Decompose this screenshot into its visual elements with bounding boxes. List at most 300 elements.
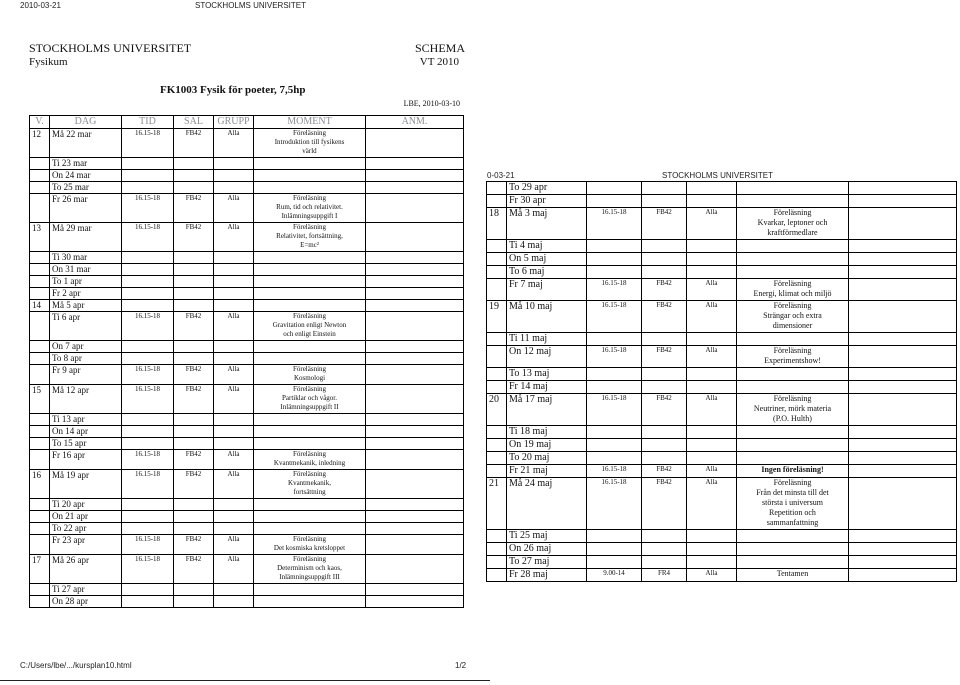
table-header-row — [30, 116, 464, 129]
day-cell: On 19 maj — [507, 439, 587, 452]
day-cell: Fr 2 apr — [50, 288, 122, 300]
group-cell — [687, 368, 737, 381]
table-row — [487, 346, 957, 368]
group-cell — [687, 182, 737, 195]
table-row — [30, 264, 464, 276]
time-cell — [587, 240, 642, 253]
week-cell: 19 — [487, 301, 507, 333]
table-row — [30, 312, 464, 341]
table-row — [487, 368, 957, 381]
topic-cell — [254, 129, 366, 158]
notes-cell — [366, 276, 464, 288]
day-cell: Må 22 mar — [50, 129, 122, 158]
time-cell — [587, 556, 642, 569]
page-bottom-rule — [0, 680, 490, 681]
topic-cell — [254, 450, 366, 470]
topic-cell — [254, 426, 366, 438]
table-row — [30, 499, 464, 511]
room-cell: FB42 — [174, 470, 214, 499]
topic-cell — [737, 368, 849, 381]
room-cell — [174, 276, 214, 288]
topic-line: Kvantmekanik, — [288, 479, 331, 487]
time-cell — [122, 276, 174, 288]
week-cell: 13 — [30, 223, 50, 252]
time-cell: 16.15-18 — [587, 346, 642, 368]
room-cell: FB42 — [642, 394, 687, 426]
group-cell — [687, 556, 737, 569]
group-cell — [214, 158, 254, 170]
topic-line: Föreläsning — [292, 223, 327, 231]
day-cell: Må 17 maj — [507, 394, 587, 426]
topic-line: Föreläsning — [292, 470, 327, 478]
topic-line: Partiklar och vågor. — [281, 394, 337, 402]
week-cell — [30, 252, 50, 264]
week-cell — [30, 584, 50, 596]
topic-line: sammanfattning — [766, 518, 819, 527]
room-cell — [642, 253, 687, 266]
notes-cell — [366, 414, 464, 426]
schedule-table-page1 — [29, 115, 464, 608]
time-cell — [587, 333, 642, 346]
time-cell — [122, 426, 174, 438]
topic-line: Föreläsning — [292, 312, 327, 320]
topic-cell — [737, 266, 849, 279]
col-header-time: TID — [122, 116, 174, 129]
week-cell — [487, 543, 507, 556]
week-cell: 16 — [30, 470, 50, 499]
topic-line: Kosmologi — [293, 374, 326, 382]
group-cell: Alla — [214, 365, 254, 385]
group-cell — [214, 511, 254, 523]
day-cell: On 7 apr — [50, 341, 122, 353]
notes-cell — [366, 353, 464, 365]
day-cell: Fr 28 maj — [507, 569, 587, 582]
table-row — [30, 535, 464, 555]
room-cell — [642, 195, 687, 208]
topic-line: Inlämningsuppgift I — [281, 212, 338, 220]
week-cell — [30, 341, 50, 353]
notes-cell — [366, 470, 464, 499]
notes-cell — [366, 596, 464, 608]
notes-cell — [849, 279, 957, 301]
day-cell: To 6 maj — [507, 266, 587, 279]
topic-cell — [254, 341, 366, 353]
week-cell: 14 — [30, 300, 50, 312]
notes-cell — [849, 266, 957, 279]
week-cell — [30, 158, 50, 170]
table-row — [487, 279, 957, 301]
time-cell — [122, 499, 174, 511]
room-cell: FB42 — [642, 478, 687, 530]
week-cell — [487, 368, 507, 381]
group-cell: Alla — [214, 535, 254, 555]
room-cell — [642, 556, 687, 569]
notes-cell — [366, 170, 464, 182]
notes-cell — [849, 182, 957, 195]
topic-line: E=mc² — [300, 241, 319, 249]
time-cell — [587, 426, 642, 439]
table-row — [487, 530, 957, 543]
table-row — [30, 182, 464, 194]
topic-cell — [737, 346, 849, 368]
notes-cell — [366, 129, 464, 158]
notes-cell — [366, 223, 464, 252]
week-cell — [30, 426, 50, 438]
room-cell — [174, 264, 214, 276]
day-cell: Ti 4 maj — [507, 240, 587, 253]
room-cell — [174, 300, 214, 312]
room-cell: FB42 — [642, 465, 687, 478]
week-cell: 15 — [30, 385, 50, 414]
topic-line: Kvarkar, leptoner och — [757, 218, 828, 227]
room-cell — [174, 499, 214, 511]
time-cell — [122, 511, 174, 523]
week-cell — [30, 276, 50, 288]
time-cell — [122, 252, 174, 264]
room-cell — [642, 439, 687, 452]
group-cell — [214, 523, 254, 535]
table-row — [30, 385, 464, 414]
notes-cell — [366, 182, 464, 194]
time-cell: 16.15-18 — [122, 223, 174, 252]
notes-cell — [366, 499, 464, 511]
table-row — [30, 365, 464, 385]
table-row — [30, 252, 464, 264]
table-row — [487, 426, 957, 439]
topic-cell — [254, 158, 366, 170]
notes-cell — [849, 439, 957, 452]
notes-cell — [849, 394, 957, 426]
week-cell — [30, 288, 50, 300]
group-cell: Alla — [214, 385, 254, 414]
table-row — [30, 584, 464, 596]
day-cell: Fr 23 apr — [50, 535, 122, 555]
topic-cell — [254, 353, 366, 365]
group-cell — [214, 426, 254, 438]
topic-cell — [254, 194, 366, 223]
col-header-room: SAL — [174, 116, 214, 129]
topic-line: Föreläsning — [292, 194, 327, 202]
topic-line: Föreläsning — [292, 365, 327, 373]
group-cell — [214, 353, 254, 365]
room-cell: FB42 — [174, 555, 214, 584]
day-cell: Ti 13 apr — [50, 414, 122, 426]
room-cell — [642, 543, 687, 556]
notes-cell — [366, 300, 464, 312]
notes-cell — [366, 438, 464, 450]
table-row — [487, 556, 957, 569]
group-cell — [214, 584, 254, 596]
topic-line: Föreläsning — [292, 129, 327, 137]
notes-cell — [366, 252, 464, 264]
print-header-title-right: STOCKHOLMS UNIVERSITET — [662, 171, 773, 180]
week-cell — [30, 182, 50, 194]
time-cell — [587, 195, 642, 208]
room-cell: FB42 — [642, 346, 687, 368]
table-row — [30, 426, 464, 438]
day-cell: On 26 maj — [507, 543, 587, 556]
week-cell — [487, 346, 507, 368]
time-cell — [587, 452, 642, 465]
notes-cell — [366, 365, 464, 385]
notes-cell — [366, 312, 464, 341]
table-row — [487, 439, 957, 452]
table-row — [30, 450, 464, 470]
room-cell — [174, 523, 214, 535]
time-cell: 16.15-18 — [122, 312, 174, 341]
day-cell: To 1 apr — [50, 276, 122, 288]
topic-cell — [254, 252, 366, 264]
topic-cell — [254, 414, 366, 426]
day-cell: Må 24 maj — [507, 478, 587, 530]
topic-cell — [737, 208, 849, 240]
author-date: LBE, 2010-03-10 — [403, 99, 460, 108]
time-cell: 16.15-18 — [122, 365, 174, 385]
topic-line: Föreläsning — [292, 535, 327, 543]
day-cell: To 8 apr — [50, 353, 122, 365]
topic-line: Föreläsning — [773, 279, 812, 288]
day-cell: Må 19 apr — [50, 470, 122, 499]
week-cell — [30, 535, 50, 555]
room-cell — [642, 452, 687, 465]
week-cell — [487, 452, 507, 465]
topic-line: Relativitet, fortsättning, — [276, 232, 343, 240]
week-cell — [487, 279, 507, 301]
room-cell — [642, 530, 687, 543]
day-cell: Fr 30 apr — [507, 195, 587, 208]
week-cell — [487, 266, 507, 279]
room-cell — [174, 414, 214, 426]
topic-line: Från det minsta till det — [756, 488, 829, 497]
table-row — [30, 194, 464, 223]
notes-cell — [849, 240, 957, 253]
col-header-group: GRUPP — [214, 116, 254, 129]
room-cell — [174, 252, 214, 264]
time-cell — [122, 414, 174, 426]
table-row — [30, 158, 464, 170]
time-cell — [122, 264, 174, 276]
week-cell — [30, 450, 50, 470]
day-cell: Fr 26 mar — [50, 194, 122, 223]
day-cell: To 15 apr — [50, 438, 122, 450]
notes-cell — [849, 465, 957, 478]
room-cell: FB42 — [174, 223, 214, 252]
day-cell: To 29 apr — [507, 182, 587, 195]
day-cell: Ti 18 maj — [507, 426, 587, 439]
room-cell — [174, 511, 214, 523]
schedule-table-page2 — [486, 181, 957, 582]
topic-line: Determinism och kaos, — [277, 564, 342, 572]
notes-cell — [849, 543, 957, 556]
table-row — [30, 129, 464, 158]
time-cell — [587, 543, 642, 556]
day-cell: Fr 21 maj — [507, 465, 587, 478]
day-cell: Må 3 maj — [507, 208, 587, 240]
group-cell — [687, 195, 737, 208]
week-cell: 20 — [487, 394, 507, 426]
footer-page: 1/2 — [455, 661, 467, 670]
room-cell: FB42 — [642, 301, 687, 333]
week-cell — [30, 511, 50, 523]
table-row — [487, 543, 957, 556]
table-row — [487, 301, 957, 333]
table-row — [30, 596, 464, 608]
time-cell: 16.15-18 — [587, 279, 642, 301]
group-cell — [687, 530, 737, 543]
group-cell: Alla — [214, 470, 254, 499]
time-cell — [122, 182, 174, 194]
room-cell — [642, 381, 687, 394]
topic-line: fortsättning — [293, 488, 326, 496]
room-cell: FB42 — [174, 385, 214, 414]
room-cell: FB42 — [174, 129, 214, 158]
week-cell — [30, 312, 50, 341]
time-cell: 16.15-18 — [587, 301, 642, 333]
notes-cell — [849, 569, 957, 582]
time-cell — [122, 158, 174, 170]
room-cell — [174, 288, 214, 300]
topic-cell — [254, 385, 366, 414]
group-cell: Alla — [214, 450, 254, 470]
group-cell: Alla — [687, 301, 737, 333]
room-cell: FB42 — [174, 365, 214, 385]
notes-cell — [366, 288, 464, 300]
group-cell — [214, 182, 254, 194]
notes-cell — [366, 511, 464, 523]
room-cell: FB42 — [642, 208, 687, 240]
room-cell — [642, 182, 687, 195]
room-cell: FB42 — [174, 194, 214, 223]
topic-cell — [254, 223, 366, 252]
topic-cell — [737, 240, 849, 253]
day-cell: Må 10 maj — [507, 301, 587, 333]
notes-cell — [366, 194, 464, 223]
print-header-date: 2010-03-21 — [20, 1, 61, 10]
print-header-title: STOCKHOLMS UNIVERSITET — [195, 1, 306, 10]
table-row — [30, 288, 464, 300]
table-row — [30, 353, 464, 365]
topic-cell — [254, 596, 366, 608]
time-cell: 16.15-18 — [122, 385, 174, 414]
group-cell — [687, 253, 737, 266]
topic-cell — [254, 555, 366, 584]
topic-line: Introduktion till fysikens — [274, 138, 345, 146]
day-cell: On 21 apr — [50, 511, 122, 523]
group-cell: Alla — [687, 465, 737, 478]
week-cell — [487, 569, 507, 582]
room-cell: FB42 — [174, 312, 214, 341]
room-cell — [642, 368, 687, 381]
topic-line: dimensioner — [772, 321, 813, 330]
topic-line: och enligt Einstein — [283, 330, 336, 338]
topic-cell — [254, 438, 366, 450]
table-row — [487, 333, 957, 346]
group-cell — [687, 381, 737, 394]
course-title: FK1003 Fysik för poeter, 7,5hp — [160, 84, 306, 96]
topic-line: Ingen föreläsning! — [761, 465, 824, 474]
group-cell — [687, 452, 737, 465]
time-cell: 16.15-18 — [122, 129, 174, 158]
time-cell — [122, 288, 174, 300]
room-cell: FR4 — [642, 569, 687, 582]
time-cell — [122, 584, 174, 596]
table-row — [487, 569, 957, 582]
day-cell: Fr 7 maj — [507, 279, 587, 301]
group-cell: Alla — [687, 279, 737, 301]
notes-cell — [366, 535, 464, 555]
week-cell: 21 — [487, 478, 507, 530]
week-cell — [487, 182, 507, 195]
time-cell: 16.15-18 — [587, 208, 642, 240]
week-cell: 18 — [487, 208, 507, 240]
table-row — [487, 253, 957, 266]
group-cell — [214, 499, 254, 511]
notes-cell — [366, 158, 464, 170]
notes-cell — [366, 426, 464, 438]
org-name: STOCKHOLMS UNIVERSITET — [29, 41, 192, 55]
topic-cell — [737, 182, 849, 195]
time-cell: 16.15-18 — [587, 394, 642, 426]
week-cell — [30, 365, 50, 385]
group-cell — [214, 438, 254, 450]
topic-cell — [254, 365, 366, 385]
topic-cell — [737, 543, 849, 556]
table-row — [487, 381, 957, 394]
notes-cell — [366, 555, 464, 584]
topic-line: Föreläsning — [292, 555, 327, 563]
room-cell: FB42 — [174, 535, 214, 555]
week-cell — [487, 426, 507, 439]
time-cell — [587, 530, 642, 543]
day-cell: Ti 11 maj — [507, 333, 587, 346]
notes-cell — [366, 341, 464, 353]
topic-line: Energi, klimat och miljö — [753, 289, 832, 298]
topic-cell — [737, 452, 849, 465]
topic-line: Repetition och — [769, 508, 816, 517]
group-cell — [687, 333, 737, 346]
topic-line: Föreläsning — [773, 301, 812, 310]
topic-cell — [254, 499, 366, 511]
room-cell: FB42 — [642, 279, 687, 301]
topic-line: Föreläsning — [773, 394, 812, 403]
time-cell: 16.15-18 — [122, 470, 174, 499]
week-cell — [487, 381, 507, 394]
room-cell — [174, 158, 214, 170]
topic-line: kraftförmedlare — [767, 228, 818, 237]
topic-line: största i universum — [762, 498, 823, 507]
group-cell — [687, 426, 737, 439]
table-row — [487, 465, 957, 478]
group-cell — [214, 264, 254, 276]
day-cell: Ti 25 maj — [507, 530, 587, 543]
time-cell: 16.15-18 — [122, 450, 174, 470]
week-cell — [30, 194, 50, 223]
topic-line: Föreläsning — [773, 208, 812, 217]
week-cell — [487, 556, 507, 569]
topic-cell — [254, 535, 366, 555]
group-cell: Alla — [214, 194, 254, 223]
topic-cell — [254, 170, 366, 182]
topic-cell — [254, 470, 366, 499]
group-cell — [214, 414, 254, 426]
topic-line: Inlämningsuppgift III — [279, 573, 340, 581]
week-cell — [487, 439, 507, 452]
notes-cell — [849, 253, 957, 266]
day-cell: On 5 maj — [507, 253, 587, 266]
day-cell: To 25 mar — [50, 182, 122, 194]
table-row — [487, 478, 957, 530]
day-cell: On 24 mar — [50, 170, 122, 182]
